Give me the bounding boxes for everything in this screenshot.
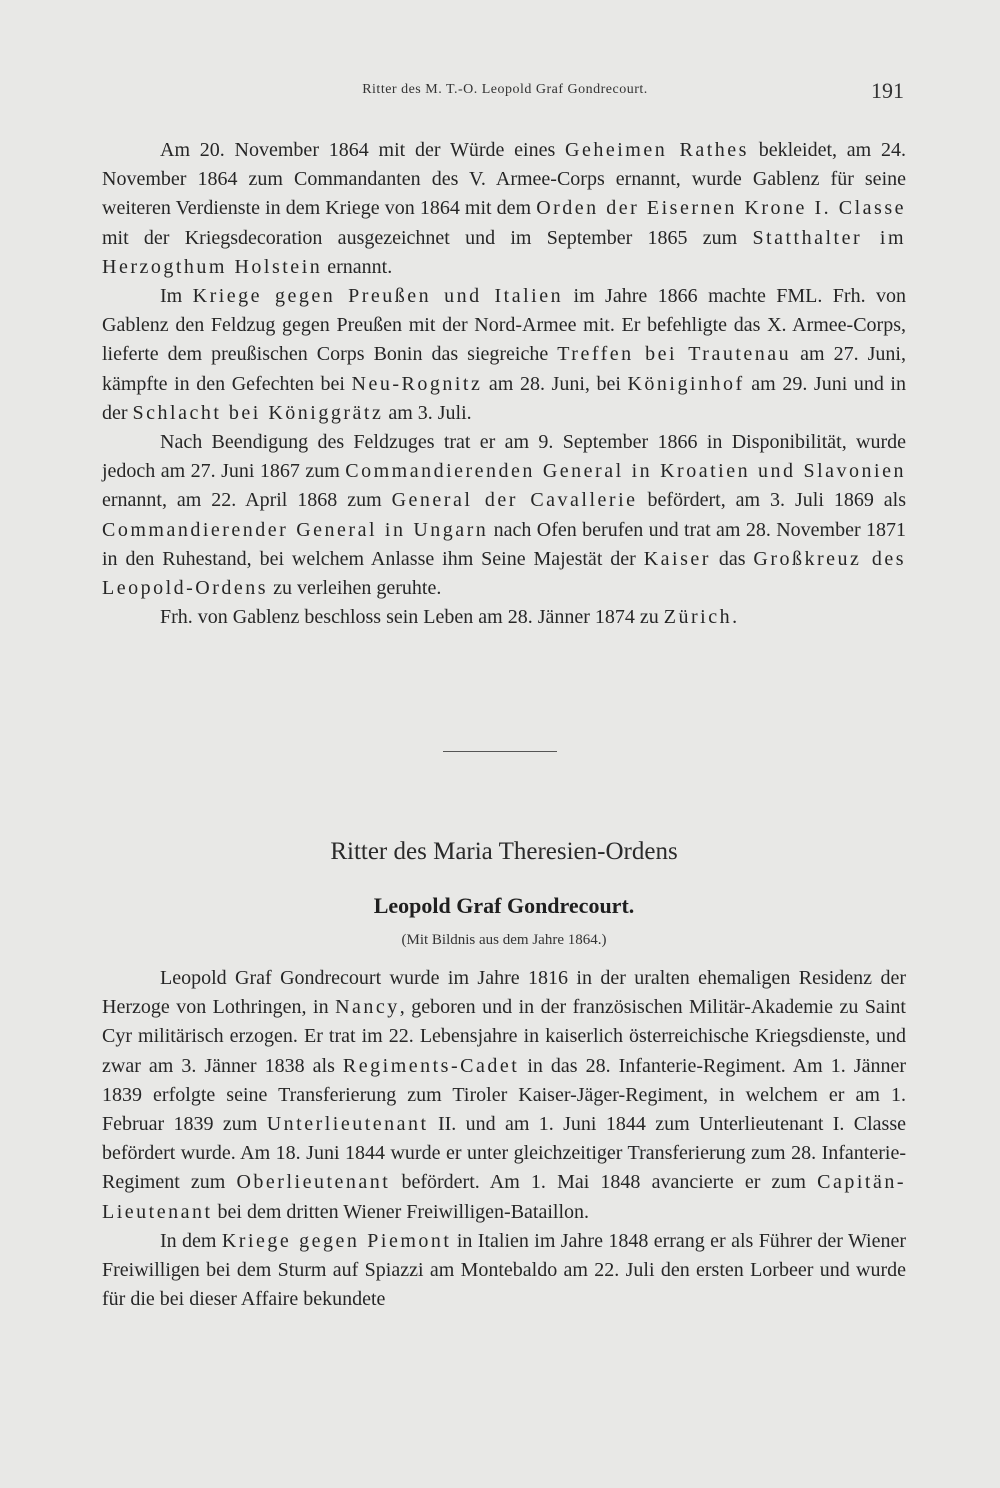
emphasis: Capitän-Lieutenant (102, 1171, 906, 1223)
text-run: bei dem dritten Wiener Freiwilligen-Bataillon. (212, 1200, 590, 1223)
emphasis: Schlacht bei Königgrätz (132, 401, 384, 424)
page-number: 191 (871, 78, 904, 103)
text-run: In dem (160, 1229, 222, 1252)
emphasis: Kriege gegen Piemont (221, 1229, 452, 1252)
text-run: zu verleihen geruhte. (268, 577, 442, 600)
paragraph (102, 1227, 906, 1315)
text-run: am 29. Juni und in der (102, 372, 906, 424)
text-run: befördert, am 3. Juli 1869 als (637, 489, 906, 512)
paragraph (102, 282, 906, 428)
text-run: Nach Beendigung des Feldzuges trat er am 9. September 1866 in Disponibilität, wurde jedoch am 27. Juni 1867 zum (102, 431, 906, 483)
emphasis: Geheimen Rathes (565, 139, 749, 161)
emphasis: General der Cavallerie (391, 489, 638, 512)
emphasis: Commandierender General in Ungarn (102, 518, 489, 541)
emphasis: Orden der Eisernen Krone I. Classe (536, 197, 906, 220)
emphasis: Zürich (663, 606, 733, 629)
text-run: befördert. Am 1. Mai 1848 avancierte er zum (390, 1171, 818, 1194)
emphasis: Kriege gegen Preußen und Italien (192, 285, 564, 308)
text-run: im Jahre 1866 machte FML. Frh. von Gablenz den Feldzug gegen Preußen mit der Nord-Armee mit. Er befehligte das X. Armee-Corps, lieferte dem preußischen Corps Bonin das siegreiche (102, 285, 906, 366)
lower-text-block (102, 964, 906, 1314)
emphasis: Oberlieutenant (236, 1171, 391, 1194)
section-note: (Mit Bildnis aus dem Jahre 1864.) (401, 932, 607, 948)
text-run: am 28. Juni, bei (482, 372, 628, 395)
section-heading: Ritter des Maria Theresien-Ordens (330, 838, 678, 865)
text-run: ernannt. (322, 255, 393, 278)
running-header (102, 78, 908, 102)
text-run: in Italien im Jahre 1848 errang er als Führer der Wiener Freiwilligen bei dem Sturm auf Spiazzi am Montebaldo am 22. Juli den ersten Lorbeer und wurde für die bei dieser Affaire bekundete (102, 1229, 906, 1311)
text-run: das (710, 547, 754, 570)
text-run: nach Ofen berufen und trat am 28. November 1871 in den Ruhestand, bei welchem Anlasse ihm Seine Majestät der (102, 518, 906, 570)
paragraph (102, 428, 906, 603)
emphasis: Nancy (335, 996, 400, 1019)
text-run: . (732, 606, 738, 629)
emphasis: Neu-Rognitz (351, 372, 483, 395)
text-run: in das 28. Infanterie-Regiment. Am 1. Jänner 1839 erfolgte seine Transferierung zum Tiroler Kaiser-Jäger-Regiment, in welchem er am 1. Februar 1839 zum (102, 1054, 906, 1136)
emphasis: Unterlieutenant (266, 1113, 429, 1136)
paragraph (102, 136, 906, 282)
text-run: bekleidet, am 24. November 1864 zum Commandanten des V. Armee-Corps ernannt, wurde Gablenz für seine weiteren Verdienste in dem Kriege von 1864 mit dem (102, 139, 906, 220)
text-run: mit der Kriegsdecoration ausgezeichnet und im September 1865 zum (102, 226, 753, 249)
text-run: Im (160, 285, 193, 308)
section-name: Leopold Graf Gondrecourt. (373, 893, 635, 918)
text-run: , geboren und in der französischen Militär-Akademie zu Saint Cyr militärisch erzogen. Er trat im 22. Lebensjahre in kaiserlich österreichische Kriegsdienste, und zwar am 3. Jänner 1838 als (102, 996, 906, 1077)
running-title: Ritter des M. T.-O. Leopold Graf Gondrecourt. (362, 82, 648, 97)
section-divider (443, 751, 557, 752)
text-run: am 27. Juni, kämpfte in den Gefechten bei (102, 343, 906, 395)
emphasis: Commandierenden General in Kroatien und Slavonien (345, 460, 906, 483)
emphasis: Königinhof (627, 372, 745, 395)
text-run: ernannt, am 22. April 1868 zum (102, 489, 392, 512)
text-run: II. und am 1. Juni 1844 zum Unterlieutenant I. Classe befördert wurde. Am 18. Juni 1844 wurde er unter gleichzeitiger Transferierung zum 28. Infanterie-Regiment zum (102, 1113, 906, 1194)
emphasis: Großkreuz des Leopold-Ordens (102, 547, 906, 600)
text-run: Leopold Graf Gondrecourt wurde im Jahre 1816 in der uralten ehemaligen Residenz der Herzoge von Lothringen, in (102, 967, 906, 1019)
upper-text-block (102, 136, 906, 632)
emphasis: Statthalter im Herzogthum Holstein (102, 226, 906, 278)
paragraph (102, 964, 906, 1227)
emphasis: Regiments-Cadet (342, 1054, 520, 1077)
text-run: Frh. von Gablenz beschloss sein Leben am 28. Jänner 1874 zu (160, 606, 664, 629)
text-run: am 3. Juli. (383, 401, 472, 424)
paragraph (102, 603, 906, 632)
emphasis: Kaiser (643, 547, 711, 570)
emphasis: Treffen bei Trautenau (557, 343, 792, 366)
text-run: Am 20. November 1864 mit der Würde eines (160, 139, 566, 161)
